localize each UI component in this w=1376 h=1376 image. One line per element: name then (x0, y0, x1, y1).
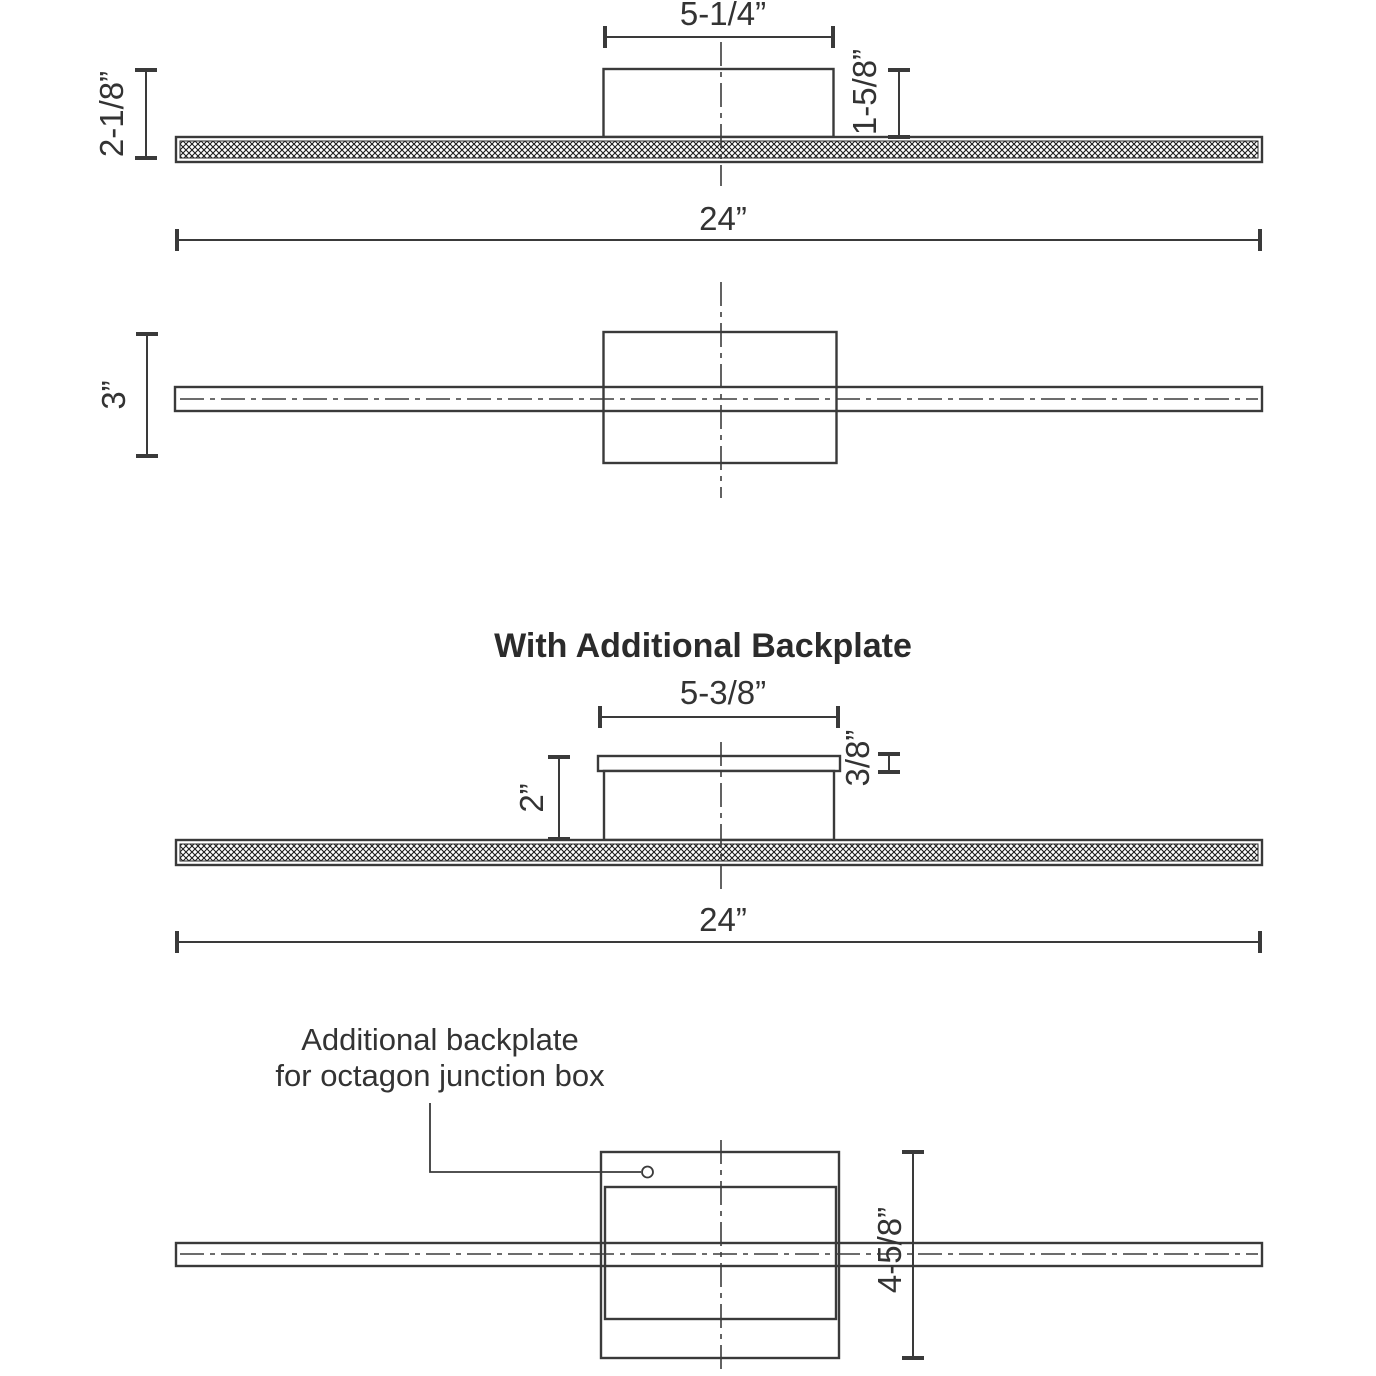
front-width-dim-label: 5-1/4” (679, 0, 767, 32)
backplate-note-line2: for octagon junction box (275, 1058, 605, 1093)
leader-target-dot (642, 1167, 653, 1178)
front-body-height-dim-label: 1-5/8” (846, 48, 883, 136)
plan-view (95, 282, 1262, 498)
plan-depth-dim-label: 3” (95, 380, 132, 410)
additional-backplate-plan (601, 1152, 839, 1358)
backplate-plan-view (176, 1022, 1262, 1374)
backplate-width-dim-label: 5-3/8” (679, 674, 767, 711)
backplate-front-view (176, 627, 1262, 953)
backplate-height-dim-label: 4-5/8” (871, 1206, 908, 1294)
leader-line (430, 1103, 641, 1172)
body-height-dim-label: 2” (513, 783, 550, 813)
fixture-body (604, 771, 834, 840)
backplate-note-line1: Additional backplate (301, 1022, 579, 1057)
backplate-thickness-dim-label: 3/8” (839, 729, 876, 787)
front-view (93, 0, 1262, 251)
additional-backplate (598, 756, 840, 771)
backplate-length-dim-label: 24” (699, 901, 747, 938)
light-bar-hatch (180, 141, 1258, 158)
front-length-dim-label: 24” (699, 200, 747, 237)
section-title: With Additional Backplate (494, 627, 912, 665)
light-bar-hatch (180, 844, 1258, 861)
fixture-body-plan (604, 332, 837, 463)
fixture-body (604, 69, 834, 137)
front-overall-height-dim-label: 2-1/8” (93, 70, 130, 158)
